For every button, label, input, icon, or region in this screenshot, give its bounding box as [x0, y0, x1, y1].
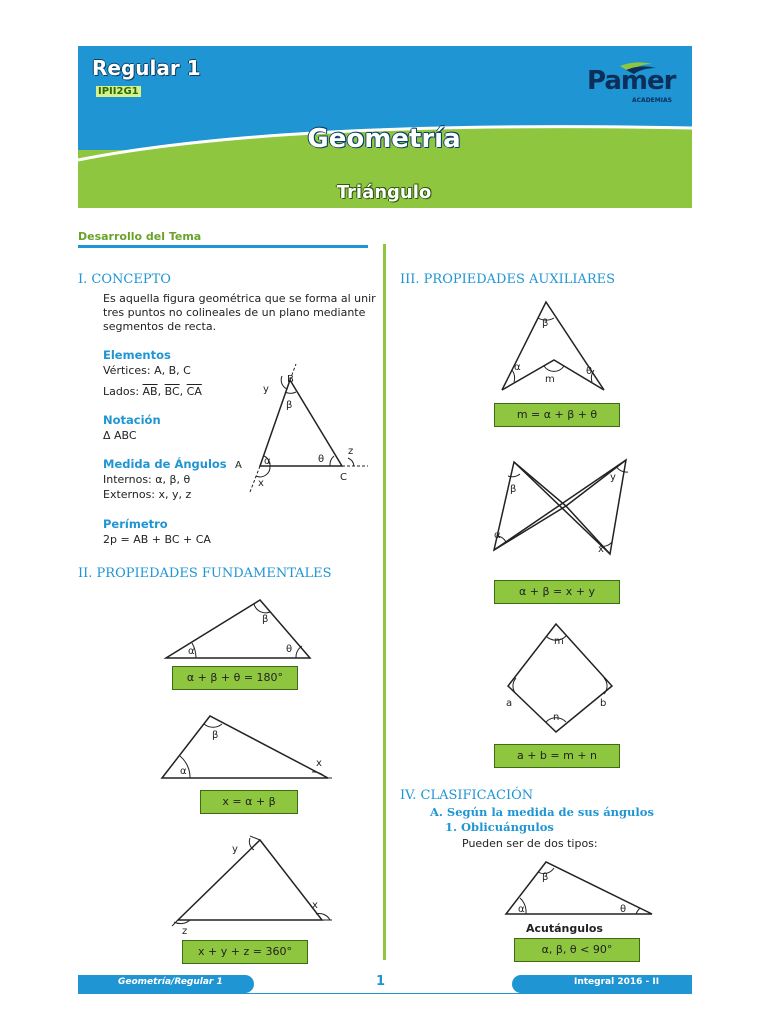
svg-text:θ: θ	[620, 904, 627, 915]
formula-rhombus: a + b = m + n	[494, 744, 620, 768]
label-z: z	[348, 446, 354, 457]
svg-text:α: α	[188, 646, 195, 657]
brand-subtitle: ACADEMIAS	[632, 97, 672, 104]
svg-text:β: β	[262, 614, 269, 625]
footer-line	[78, 993, 692, 994]
svg-text:y: y	[610, 472, 616, 483]
fundamental-triangle-2	[156, 712, 332, 784]
svg-text:θ: θ	[586, 366, 593, 377]
label-theta: θ	[318, 454, 325, 465]
perimetro-value: 2p = AB + BC + CA	[103, 533, 211, 546]
concepto-line-1: Es aquella figura geométrica que se forma al unir	[103, 292, 376, 305]
page-number: 1	[376, 974, 386, 989]
concepto-heading: I. CONCEPTO	[78, 272, 171, 287]
footer-left-tab	[78, 975, 254, 993]
clasificacion-note: Pueden ser de dos tipos:	[462, 837, 598, 850]
vertices-text: Vértices: A, B, C	[103, 364, 191, 377]
svg-text:z: z	[182, 926, 188, 937]
formula-acute: α, β, θ < 90°	[514, 938, 640, 962]
formula-sum-360: x + y + z = 360°	[182, 940, 308, 964]
brand-name: Pamer	[587, 66, 676, 96]
footer-course: Geometría/Regular 1	[118, 977, 223, 987]
perimetro-heading: Perímetro	[103, 517, 168, 531]
svg-text:y: y	[232, 844, 238, 855]
auxiliary-crossed-figure	[486, 456, 632, 558]
footer-term: Integral 2016 - II	[574, 977, 660, 987]
svg-text:α: α	[518, 904, 525, 915]
formula-sum-180: α + β + θ = 180°	[172, 666, 298, 690]
notacion-value: Δ ABC	[103, 429, 137, 442]
svg-text:x: x	[316, 758, 322, 769]
label-B: B	[287, 374, 294, 385]
auxiliary-concave-figure	[496, 298, 608, 394]
internos-text: Internos: α, β, θ	[103, 473, 191, 486]
column-divider	[383, 244, 386, 960]
footer-right-tab	[512, 975, 692, 993]
svg-text:α: α	[180, 766, 187, 777]
svg-text:β: β	[510, 484, 517, 495]
fundamentales-heading: II. PROPIEDADES FUNDAMENTALES	[78, 566, 332, 581]
svg-text:α: α	[494, 530, 501, 541]
clasificacion-heading: IV. CLASIFICACIÓN	[400, 788, 534, 803]
svg-text:x: x	[312, 900, 318, 911]
svg-text:m: m	[545, 374, 555, 385]
svg-text:x: x	[598, 544, 604, 555]
svg-text:n: n	[553, 712, 560, 723]
label-y: y	[263, 384, 269, 395]
svg-text:m: m	[554, 636, 564, 647]
svg-text:β: β	[542, 872, 549, 883]
auxiliary-rhombus-figure	[500, 618, 620, 736]
svg-text:β: β	[542, 318, 549, 329]
svg-text:a: a	[506, 698, 513, 709]
acute-triangle-figure	[500, 858, 660, 918]
acutangulos-label: Acutángulos	[526, 922, 603, 935]
level-title: Regular 1	[92, 56, 201, 80]
clasificacion-sub-1: 1. Oblicuángulos	[445, 820, 554, 834]
clasificacion-sub-a: A. Según la medida de sus ángulos	[430, 805, 654, 819]
externos-text: Externos: x, y, z	[103, 488, 192, 501]
lados-text: Lados: $\overline{AB}$, $\overline{BC}$, $\overline{CA}$	[103, 385, 202, 398]
svg-text:θ: θ	[286, 644, 293, 655]
label-beta: β	[286, 400, 293, 411]
subject-title: Geometría	[307, 124, 461, 154]
concept-triangle-figure	[230, 360, 370, 500]
notacion-heading: Notación	[103, 413, 161, 427]
auxiliares-heading: III. PROPIEDADES AUXILIARES	[400, 272, 616, 287]
label-alpha: α	[264, 456, 271, 467]
svg-text:α: α	[514, 362, 521, 373]
section-underline	[78, 245, 368, 248]
formula-exterior: x = α + β	[200, 790, 298, 814]
formula-m: m = α + β + θ	[494, 403, 620, 427]
course-code: IPII2G1	[98, 86, 139, 97]
section-label: Desarrollo del Tema	[78, 230, 202, 243]
label-C: C	[340, 472, 347, 483]
fundamental-triangle-1	[160, 596, 320, 664]
elementos-heading: Elementos	[103, 348, 171, 362]
concepto-line-3: segmentos de recta.	[103, 320, 217, 333]
svg-text:b: b	[600, 698, 607, 709]
concepto-line-2: tres puntos no colineales de un plano mediante	[103, 306, 366, 319]
label-x: x	[258, 478, 264, 489]
svg-text:β: β	[212, 730, 219, 741]
formula-alpha-beta: α + β = x + y	[494, 580, 620, 604]
label-A: A	[235, 460, 242, 471]
medida-heading: Medida de Ángulos	[103, 457, 227, 471]
topic-title: Triángulo	[336, 182, 432, 203]
fundamental-triangle-3	[170, 836, 334, 937]
